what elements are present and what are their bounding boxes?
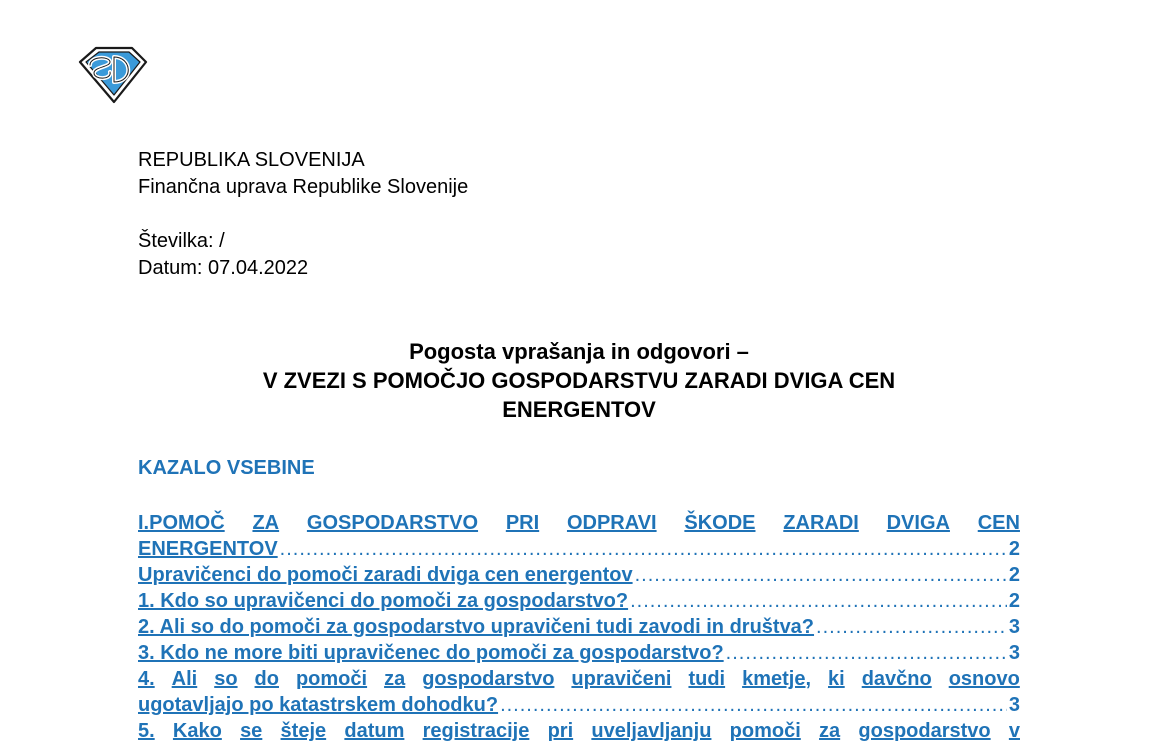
toc-entry-word[interactable]: kmetje, <box>742 668 812 690</box>
toc-entry-word[interactable]: Ali <box>171 668 198 690</box>
toc-leader-dots <box>816 614 1007 640</box>
toc-entry-link[interactable]: ENERGENTOV <box>138 538 278 560</box>
toc-entry-first-line[interactable] <box>138 718 1020 743</box>
toc-entry-word[interactable]: registracije <box>422 720 530 742</box>
toc-leader-dots <box>280 536 1007 562</box>
toc-entry-word[interactable]: se <box>240 720 263 742</box>
organization-block <box>138 147 468 201</box>
toc-entry[interactable] <box>138 666 1020 718</box>
toc-entry-link[interactable]: 2. Ali so do pomoči za gospodarstvo upravičeni tudi zavodi in društva? <box>138 616 815 638</box>
toc-entry-last-line[interactable] <box>138 614 1020 640</box>
toc-entry[interactable] <box>138 562 1020 588</box>
toc-entry-word[interactable]: GOSPODARSTVO <box>306 512 479 534</box>
toc-entry-word[interactable]: šteje <box>280 720 327 742</box>
toc-entry-word[interactable]: CEN <box>977 512 1020 534</box>
toc-entry-word[interactable]: do <box>254 668 279 690</box>
toc-entry-word[interactable]: 5. <box>138 720 155 742</box>
toc-page-number[interactable]: 3 <box>1008 616 1020 638</box>
toc-entry-word[interactable]: za <box>384 668 406 690</box>
toc-page-number[interactable]: 2 <box>1008 538 1020 560</box>
organization-country: REPUBLIKA SLOVENIJA <box>138 149 365 171</box>
organization-name: Finančna uprava Republike Slovenije <box>138 176 469 198</box>
table-of-contents <box>138 510 1020 743</box>
toc-entry-word[interactable]: 4. <box>138 668 155 690</box>
toc-entry-word[interactable]: ki <box>828 668 845 690</box>
toc-heading: KAZALO VSEBINE <box>138 457 315 479</box>
title-line-1: Pogosta vprašanja in odgovori – <box>409 339 749 364</box>
document-header <box>138 147 468 282</box>
toc-entry-word[interactable]: uveljavljanju <box>591 720 712 742</box>
toc-entry-last-line[interactable] <box>138 536 1020 562</box>
toc-entry-word[interactable]: gospodarstvo <box>422 668 555 690</box>
toc-entry-word[interactable]: v <box>1008 720 1020 742</box>
document-date: Datum: 07.04.2022 <box>138 257 309 279</box>
toc-entry-last-line[interactable] <box>138 640 1020 666</box>
toc-entry-word[interactable]: pri <box>547 720 574 742</box>
toc-page-number[interactable]: 2 <box>1008 564 1020 586</box>
toc-entry-word[interactable]: ZA <box>252 512 280 534</box>
toc-entry-word[interactable]: tudi <box>688 668 726 690</box>
toc-entry-link[interactable]: Upravičenci do pomoči zaradi dviga cen energentov <box>138 564 633 586</box>
toc-page-number[interactable]: 2 <box>1008 590 1020 612</box>
toc-entry-first-line[interactable] <box>138 666 1020 692</box>
toc-entry-last-line[interactable] <box>138 692 1020 718</box>
toc-leader-dots <box>500 692 1007 718</box>
toc-entry[interactable] <box>138 640 1020 666</box>
toc-entry-word[interactable]: DVIGA <box>886 512 950 534</box>
toc-entry[interactable] <box>138 718 1020 743</box>
toc-entry[interactable] <box>138 588 1020 614</box>
toc-page-number[interactable]: 3 <box>1008 694 1020 716</box>
toc-entry[interactable] <box>138 510 1020 562</box>
toc-entry-word[interactable]: gospodarstvo <box>858 720 991 742</box>
document-number: Številka: / <box>138 230 225 252</box>
toc-entry-word[interactable]: za <box>819 720 841 742</box>
toc-leader-dots <box>630 588 1007 614</box>
toc-leader-dots <box>635 562 1007 588</box>
toc-entry-word[interactable]: Kako <box>172 720 222 742</box>
reference-block <box>138 228 468 282</box>
toc-entry-word[interactable]: pomoči <box>295 668 368 690</box>
toc-entry-link[interactable]: 1. Kdo so upravičenci do pomoči za gospodarstvo? <box>138 590 629 612</box>
toc-entry-word[interactable]: datum <box>344 720 405 742</box>
toc-entry-word[interactable]: ZARADI <box>783 512 859 534</box>
toc-entry-word[interactable]: upravičeni <box>571 668 672 690</box>
toc-entry-link[interactable]: ugotavljajo po katastrskem dohodku? <box>138 694 499 716</box>
toc-entry-word[interactable]: ŠKODE <box>684 512 756 534</box>
toc-leader-dots <box>726 640 1007 666</box>
toc-page-number[interactable]: 3 <box>1008 642 1020 664</box>
toc-entry-first-line[interactable] <box>138 510 1020 536</box>
title-line-2: V ZVEZI S POMOČJO GOSPODARSTVU ZARADI DVIGA CEN <box>262 368 896 393</box>
title-line-3: ENERGENTOV <box>502 397 656 422</box>
document-title <box>138 337 1020 424</box>
toc-entry[interactable] <box>138 614 1020 640</box>
toc-entry-word[interactable]: I.POMOČ <box>138 512 225 534</box>
toc-entry-word[interactable]: davčno <box>861 668 932 690</box>
toc-entry-word[interactable]: pomoči <box>729 720 801 742</box>
toc-entry-last-line[interactable] <box>138 562 1020 588</box>
toc-entry-last-line[interactable] <box>138 588 1020 614</box>
toc-entry-word[interactable]: ODPRAVI <box>566 512 657 534</box>
toc-entry-word[interactable]: PRI <box>505 512 540 534</box>
toc-entry-link[interactable]: 3. Kdo ne more biti upravičenec do pomoči za gospodarstvo? <box>138 642 724 664</box>
fu-logo-icon <box>76 44 148 106</box>
toc-entry-word[interactable]: so <box>214 668 238 690</box>
toc-entry-word[interactable]: osnovo <box>948 668 1020 690</box>
